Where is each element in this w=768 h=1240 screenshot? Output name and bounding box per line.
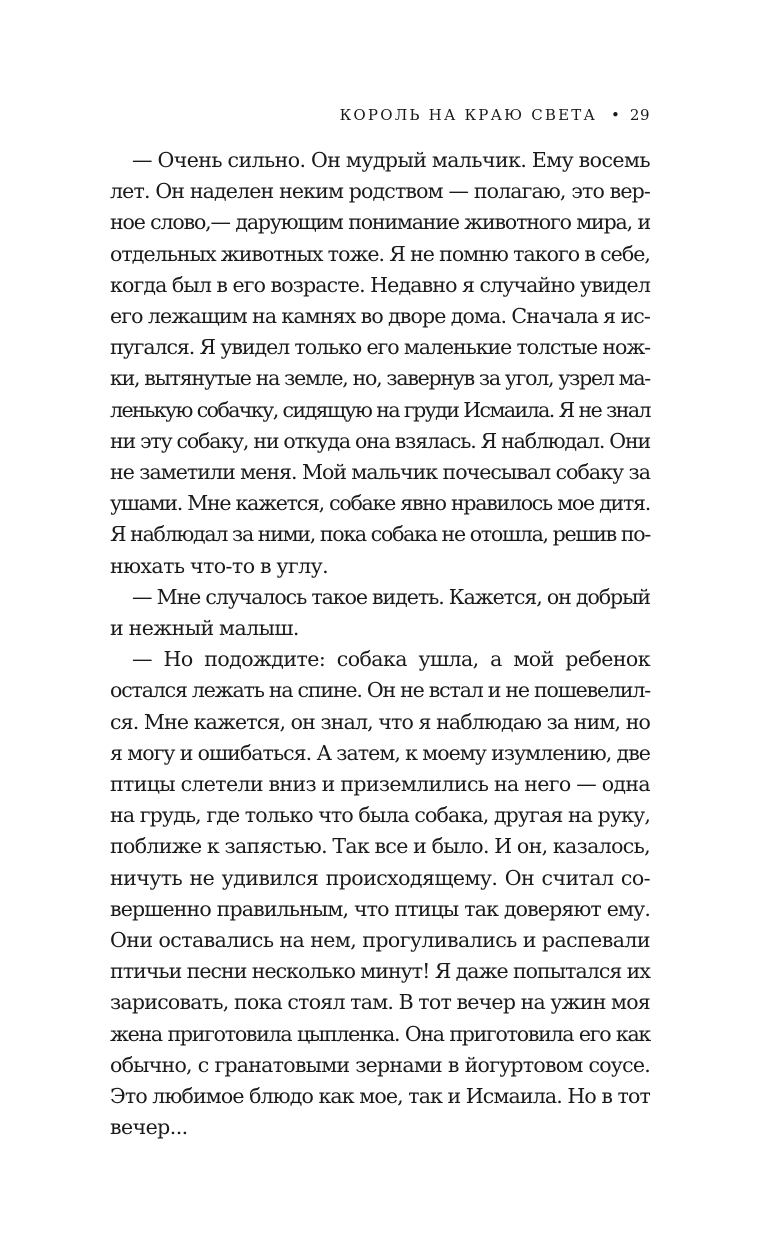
text-line: ки, вытянутые на земле, но, завернув за угол, узрел ма- — [110, 366, 650, 391]
text-line: зарисовать, пока стоял там. В тот вечер на ужин моя — [110, 990, 650, 1015]
running-head-title: КОРОЛЬ НА КРАЮ СВЕТА — [339, 106, 598, 124]
body-text — [110, 145, 650, 1144]
text-line: вершенно правильным, что птицы так доверяют ему. — [110, 896, 650, 921]
text-line: я могу и ошибаться. А затем, к моему изумлению, две — [110, 740, 650, 765]
text-line: нюхать что-то в углу. — [110, 553, 329, 578]
text-line: птичьи песни несколько минут! Я даже попытался их — [110, 959, 650, 984]
text-line: его лежащим на камнях во дворе дома. Сначала я ис- — [110, 304, 650, 329]
text-line: Это любимое блюдо как мое, так и Исмаила. Но в тот — [110, 1084, 650, 1109]
text-line: на грудь, где только что была собака, другая на руку, — [110, 803, 650, 828]
text-line: когда был в его возрасте. Недавно я случайно увидел — [110, 272, 650, 297]
text-line: жена приготовила цыпленка. Она приготовила его как — [110, 1021, 650, 1046]
text-line: ся. Мне кажется, он знал, что я наблюдаю за ним, но — [110, 709, 650, 734]
paragraph — [110, 145, 650, 582]
text-line: птицы слетели вниз и приземлились на него — одна — [110, 772, 650, 797]
paragraph — [110, 644, 650, 1143]
text-line: — Очень сильно. Он мудрый мальчик. Ему восемь — [132, 148, 650, 172]
text-line: отдельных животных тоже. Я не помню такого в себе, — [110, 241, 650, 266]
paragraph — [110, 582, 650, 644]
text-line: обычно, с гранатовыми зернами в йогуртовом соусе. — [110, 1052, 650, 1077]
text-line: Они оставались на нем, прогуливались и распевали — [110, 928, 650, 953]
text-line: ушами. Мне кажется, собаке явно нравилось мое дитя. — [110, 491, 650, 516]
text-line: — Но подождите: собака ушла, а мой ребенок — [132, 647, 650, 672]
text-line: и нежный малыш. — [110, 616, 299, 641]
text-line: ное слово,— дарующим понимание животного мира, и — [110, 210, 650, 235]
running-head-separator: • — [611, 106, 620, 124]
text-line: поближе к запястью. Так все и было. И он, казалось, — [110, 834, 650, 859]
text-line: ничуть не удивился происходящему. Он считал со- — [110, 865, 650, 890]
text-line: ленькую собачку, сидящую на груди Исмаила. Я не знал — [110, 397, 650, 422]
text-line: лет. Он наделен неким родством — полагаю, это вер- — [110, 179, 650, 204]
text-line: пугался. Я увидел только его маленькие толстые нож- — [110, 335, 650, 360]
text-line: остался лежать на спине. Он не встал и не пошевелил- — [110, 678, 650, 703]
text-line: — Мне случалось такое видеть. Кажется, он добрый — [132, 584, 650, 609]
text-line: вечер... — [110, 1115, 188, 1140]
text-line: ни эту собаку, ни откуда она взялась. Я наблюдал. Они — [110, 428, 650, 453]
text-line: Я наблюдал за ними, пока собака не отошла, решив по- — [110, 522, 650, 547]
text-line: не заметили меня. Мой мальчик почесывал собаку за — [110, 460, 650, 485]
page-number: 29 — [629, 106, 650, 124]
running-head — [110, 106, 650, 124]
